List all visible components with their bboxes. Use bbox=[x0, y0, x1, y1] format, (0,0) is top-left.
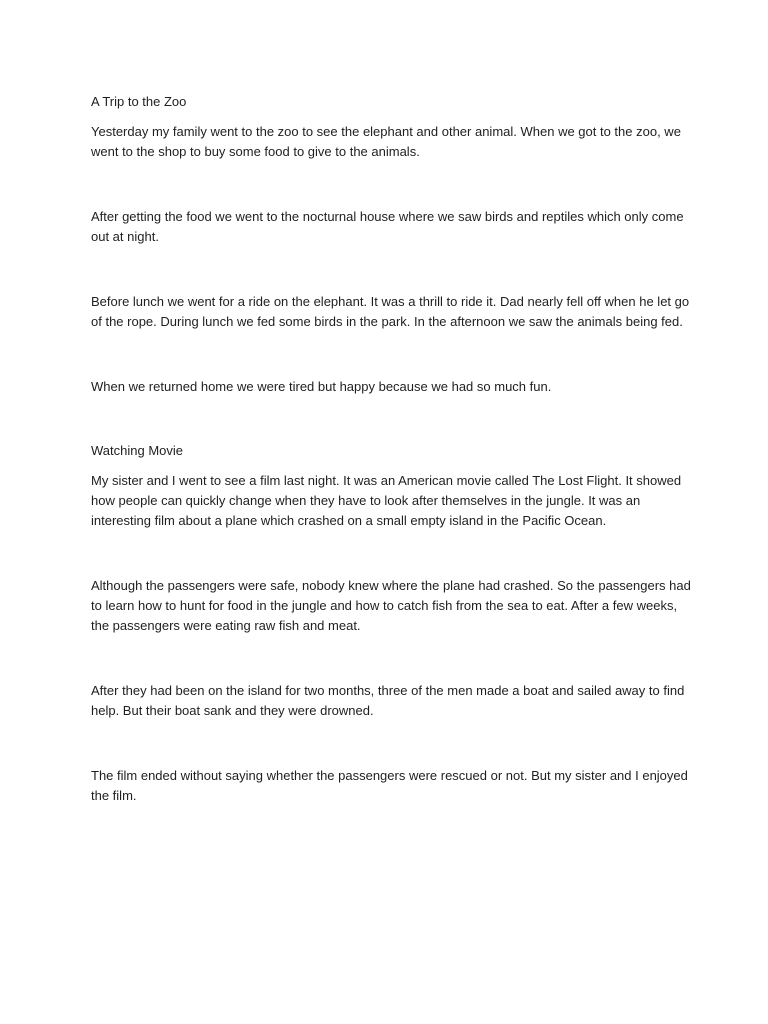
paragraph: When we returned home we were tired but happy because we had so much fun. bbox=[91, 379, 552, 394]
paragraph: After they had been on the island for two months, three of the men made a boat and sailed away to find help. But their boat sank and they were drowned. bbox=[91, 683, 685, 718]
paragraph: My sister and I went to see a film last night. It was an American movie called The Lost Flight. It showed how people can quickly change when they have to look after themselves in the jungle. It was an interesting film about a plane which crashed on a small empty island in the Pacific Ocean. bbox=[91, 473, 682, 528]
paragraph: After getting the food we went to the nocturnal house where we saw birds and reptiles which only come out at night. bbox=[91, 209, 684, 244]
paragraph: The film ended without saying whether the passengers were rescued or not. But my sister and I enjoyed the film. bbox=[91, 768, 688, 803]
document-body bbox=[91, 92, 691, 851]
paragraph: Yesterday my family went to the zoo to see the elephant and other animal. When we got to the zoo, we went to the shop to buy some food to give to the animals. bbox=[91, 124, 681, 159]
section-watching-movie bbox=[91, 441, 691, 806]
section-heading: Watching Movie bbox=[91, 443, 183, 458]
section-heading: A Trip to the Zoo bbox=[91, 94, 187, 109]
paragraph: Before lunch we went for a ride on the elephant. It was a thrill to ride it. Dad nearly fell off when he let go of the rope. During lunch we fed some birds in the park. In the afternoon we saw the animals being fed. bbox=[91, 294, 690, 329]
section-trip-to-the-zoo bbox=[91, 92, 691, 397]
paragraph: Although the passengers were safe, nobody knew where the plane had crashed. So the passengers had to learn how to hunt for food in the jungle and how to catch fish from the sea to eat. After a few weeks, the passengers were eating raw fish and meat. bbox=[91, 578, 691, 633]
